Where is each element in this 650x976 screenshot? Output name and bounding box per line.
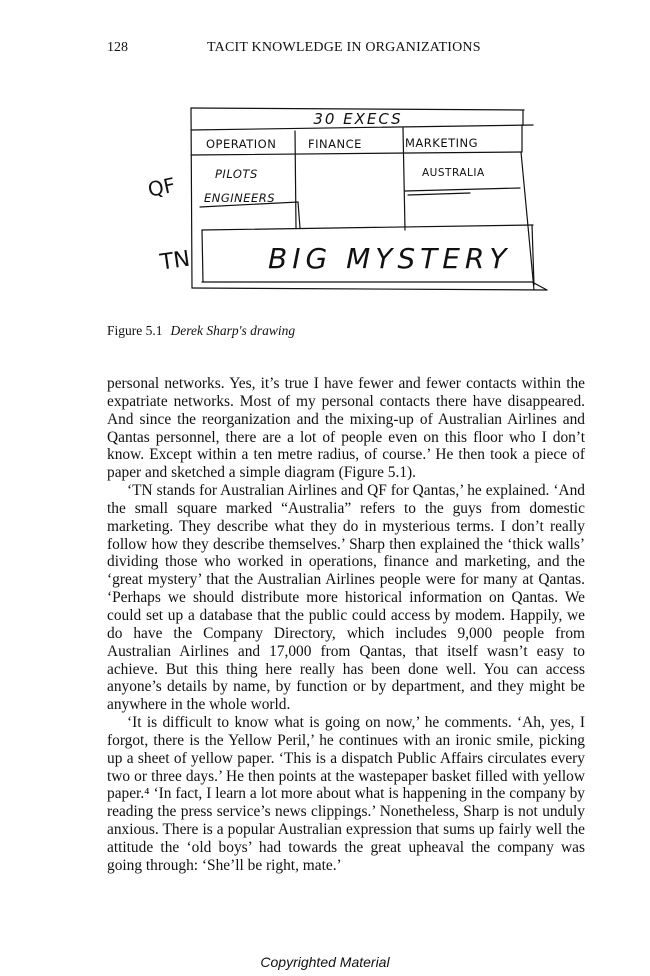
label-execs: 30 EXECS [313,110,403,128]
mystery-box-top [202,225,533,230]
paragraph: ‘TN stands for Australian Airlines and QF for Qantas,’ he explained. ‘And the small square marked “Australia” refers to the guys from domestic marketing. They describe what they do in mysterious terms. I don’t really follow how they describe themselves.’ Sharp then explained the ‘thick walls’ dividing those who worked in operations, finance and marketing, and the ‘great mystery’ that the Australian Airlines people were for many at Qantas. ‘Perhaps we should distribute more historical information on Qantas. We could set up a database that the public could access by modem. Happily, we do have the Company Directory, which includes 9,000 people from Australian Airlines and 17,000 from Qantas, that itself wasn’t easy to achieve. But this thing here really has been done well. You can access anyone’s details by name, by function or by department, and they might be anywhere in the whole world. [107,482,585,714]
paragraph: personal networks. Yes, it’s true I have fewer and fewer contacts within the expatriate networks. Most of my personal contacts there have disappeared. And since the reorganization and the mixing-up of Australian Airlines and Qantas personnel, there are a lot of people even on this floor who I don’t know. Except within a ten metre radius, of course.’ He then took a piece of paper and sketched a simple diagram (Figure 5.1). [107,375,585,482]
copyright-footer: Copyrighted Material [260,954,390,970]
australia-box-scribble [408,193,470,195]
label-operation: OPERATION [206,137,277,151]
running-title: TACIT KNOWLEDGE IN ORGANIZATIONS [207,40,481,55]
diagram-svg [140,100,560,300]
label-finance: FINANCE [308,137,362,151]
hand-drawn-diagram [140,100,560,300]
caption-title: Derek Sharp's drawing [170,323,296,338]
paragraph: ‘It is difficult to know what is going on now,’ he comments. ‘Ah, yes, I forgot, there is the Yellow Peril,’ he continues with an ironic smile, picking up a sheet of yellow paper. ‘This is a dispatch Public Affairs circulates every two or three days.’ He then points at the wastepaper basket filled with yellow paper.⁴ ‘In fact, I learn a lot more about what is happening in the company by reading the press service’s news clippings.’ Nonetheless, Sharp is not unduly anxious. There is a popular Australian expression that sums up fairly well the attitude the ‘old boys’ had towards the great upheaval the company was going through: ‘She’ll be right, mate.’ [107,714,585,874]
label-tn: TN [158,246,192,276]
label-pilots: PILOTS [215,167,258,181]
body-text [107,375,585,875]
ops-finance-divider [295,131,296,228]
engineers-underline [200,202,300,228]
page-number: 128 [107,40,128,55]
label-qf: QF [145,172,178,202]
caption-label: Figure 5.1 [107,323,163,338]
label-marketing: MARKETING [405,136,479,150]
outer-right-wall [521,110,534,290]
australia-box-bottom [405,188,520,191]
label-australia: AUSTRALIA [422,167,485,179]
mystery-box-left [202,230,203,282]
bottom-line [192,288,547,290]
label-engineers: ENGINEERS [204,191,276,205]
column-header-divider [191,152,521,155]
outer-left-wall [191,108,192,288]
label-big-mystery: BIG MYSTERY [268,242,512,275]
figure-caption [107,323,295,339]
